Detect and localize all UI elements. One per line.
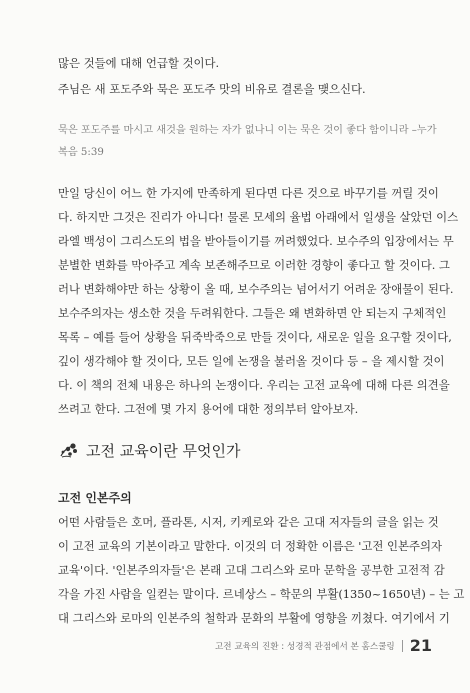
footer-divider (402, 640, 403, 652)
running-head: 고전 교육의 진환 : 성경적 관점에서 본 홈스쿨링 (214, 641, 395, 652)
page-footer (215, 636, 432, 655)
text-line: 대 그리스와 로마의 인본주의 철학과 문화의 부활에 영향을 끼쳤다. 여기에서 기 (58, 611, 450, 625)
text-line: 교육'이다. '인본주의자들'은 본래 고대 그리스와 로마 문학을 공부한 고전적 감 (58, 563, 445, 577)
subheading: 고전 인본주의 (58, 491, 132, 505)
text-line: 보수주의자는 생소한 것을 두려워한다. 그들은 왜 변화하면 안 되는지 구체적인 (58, 306, 447, 320)
text-line: 라엘 백성이 그리스도의 법을 받아들이기를 꺼려했었다. 보수주의 입장에서는 무 (58, 234, 454, 248)
text-line: 어떤 사람들은 호머, 플라톤, 시저, 키케로와 같은 고대 저자들의 글을 읽는 것 (58, 515, 439, 529)
text-line: 목록 – 예를 들어 상황을 뒤죽박죽으로 만들 것이다, 새로운 일을 요구할 것이다, (58, 330, 452, 344)
text-line: 주님은 새 포도주와 묵은 포도주 맛의 비유로 결론을 맺으신다. (58, 82, 366, 96)
text-line: 분별한 변화를 막아주고 계속 보존해주므로 이러한 경향이 좋다고 할 것이다. 그 (58, 258, 450, 272)
text-line: 깊이 생각해야 할 것이다, 모든 일에 논쟁을 불러올 것이다 등 – 을 제시할 것이 (58, 354, 445, 368)
page-number: 21 (409, 636, 432, 655)
section-heading (58, 440, 240, 461)
section-title: 고전 교육이란 무엇인가 (86, 442, 241, 460)
scripture-quote-line: 묵은 포도주를 마시고 새것을 원하는 자가 없나니 이는 묵은 것이 좋다 함이니라 –누가 (58, 125, 437, 136)
text-line: 많은 것들에 대해 언급할 것이다. (58, 56, 220, 70)
text-line: 러나 변화해야만 하는 상황이 올 때, 보수주의는 넘어서기 어려운 장애물이 된다. (58, 282, 454, 296)
text-line: 이 고전 교육의 기본이라고 말한다. 이것의 더 정확한 이름은 '고전 인본주의자 (58, 539, 443, 553)
text-line: 각을 가진 사람을 일컫는 말이다. 르네상스 – 학문의 부활(1350~1650년) – 는 고 (58, 587, 465, 601)
text-line: 만일 당신이 어느 한 가지에 만족하게 된다면 다른 것으로 바꾸기를 꺼릴 것이 (58, 186, 439, 200)
text-line: 다. 하지만 그것은 진리가 아니다! 물론 모세의 율법 아래에서 일생을 살았던 이스 (58, 210, 459, 224)
flower-ornament-icon (58, 442, 80, 460)
text-line: 다. 이 책의 전체 내용은 하나의 논쟁이다. 우리는 고전 교육에 대해 다른 의견을 (58, 378, 450, 392)
text-line: 쓰려고 한다. 그전에 몇 가지 용어에 대한 정의부터 알아보자. (58, 402, 359, 416)
scripture-quote-line: 복음 5:39 (58, 147, 104, 158)
